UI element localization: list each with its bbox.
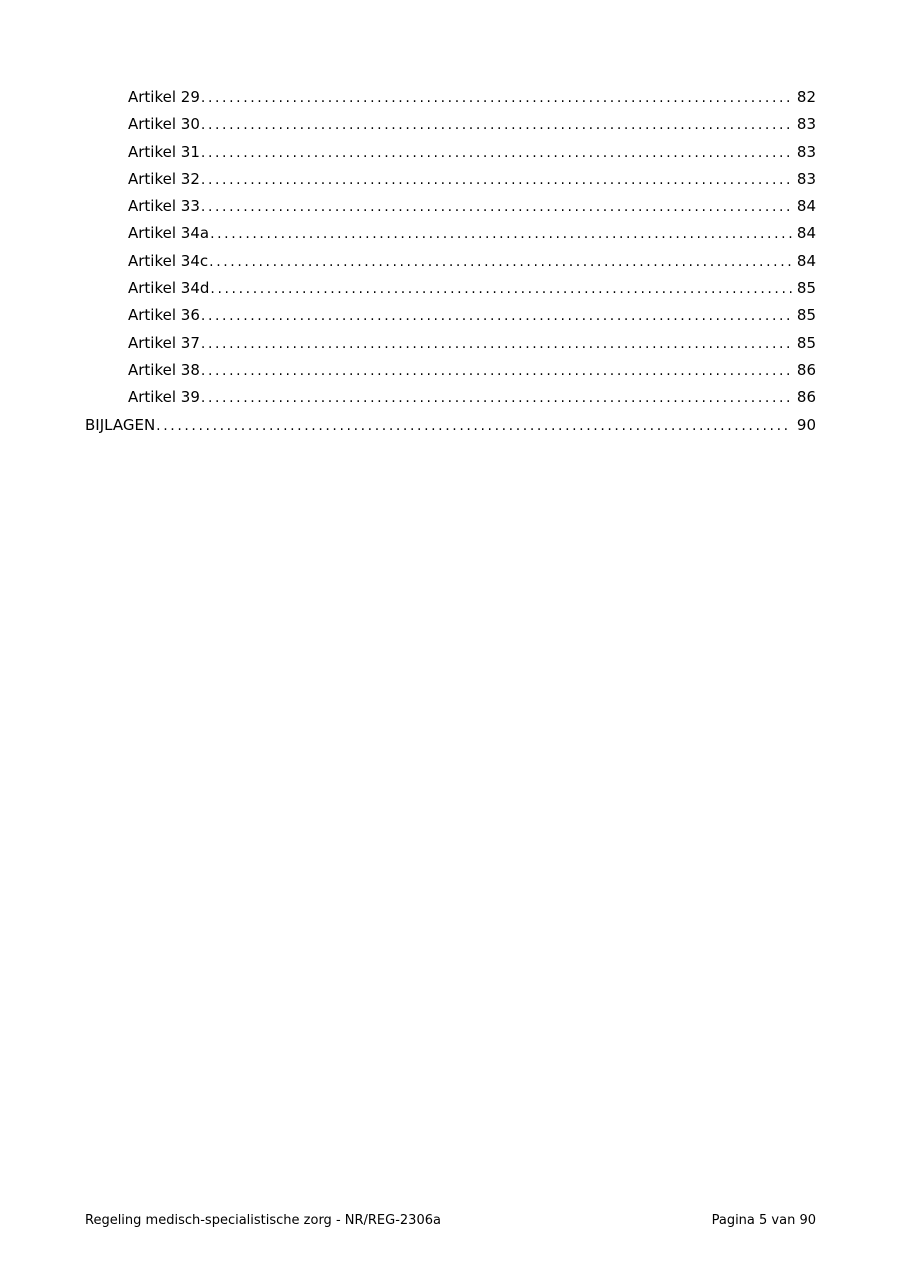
toc-entry-artikel-33[interactable] [85, 193, 816, 220]
toc-dot-leader [201, 112, 792, 138]
toc-entry-artikel-29[interactable] [85, 84, 816, 111]
toc-entry-label: Artikel 34a [128, 224, 210, 243]
toc-entry-label: Artikel 32 [128, 169, 200, 188]
footer-page-indicator: Pagina 5 van 90 [711, 1213, 816, 1228]
toc-entry-page-number: 84 [796, 251, 816, 270]
footer-document-title: Regeling medisch-specialistische zorg - NR/REG-2306a [85, 1213, 441, 1228]
toc-entry-label: Artikel 36 [128, 306, 200, 325]
toc-entry-page-number: 85 [796, 279, 816, 298]
toc-entry-label: Artikel 31 [128, 142, 200, 161]
toc-entry-label: Artikel 37 [128, 333, 200, 352]
toc-entry-page-number: 85 [796, 306, 816, 325]
toc-entry-artikel-34d[interactable] [85, 275, 816, 302]
toc-dot-leader [201, 85, 792, 111]
toc-entry-artikel-34a[interactable] [85, 220, 816, 247]
toc-entry-page-number: 82 [796, 88, 816, 106]
toc-entry-artikel-38[interactable] [85, 357, 816, 384]
toc-entry-artikel-37[interactable] [85, 330, 816, 357]
toc-entry-artikel-31[interactable] [85, 139, 816, 166]
toc-entry-bijlagen[interactable] [85, 412, 816, 439]
toc-entry-page-number: 83 [796, 142, 816, 161]
toc-dot-leader [210, 221, 792, 247]
toc-entry-label: Artikel 34d [128, 279, 210, 298]
toc-dot-leader [201, 140, 792, 166]
toc-dot-leader [201, 167, 792, 193]
toc-entry-page-number: 84 [796, 197, 816, 216]
toc-entry-page-number: 86 [796, 388, 816, 407]
toc-entry-artikel-39[interactable] [85, 384, 816, 411]
toc-entry-artikel-30[interactable] [85, 111, 816, 138]
page-footer [85, 1212, 816, 1230]
toc-entry-artikel-34c[interactable] [85, 248, 816, 275]
toc-dot-leader [201, 194, 792, 220]
toc-dot-leader [209, 249, 792, 275]
toc-entry-page-number: 86 [796, 360, 816, 379]
toc-entry-page-number: 84 [796, 224, 816, 243]
toc-entry-label: Artikel 38 [128, 360, 200, 379]
toc-entry-label: Artikel 30 [128, 115, 200, 134]
toc-dot-leader [201, 303, 792, 329]
toc-entry-page-number: 83 [796, 115, 816, 134]
toc-dot-leader [201, 385, 792, 411]
toc-entry-page-number: 90 [796, 415, 816, 434]
toc-dot-leader [201, 358, 792, 384]
toc-dot-leader [156, 413, 792, 439]
toc-dot-leader [210, 276, 792, 302]
toc-entry-label: Artikel 39 [128, 388, 200, 407]
toc-entry-page-number: 85 [796, 333, 816, 352]
toc-entry-artikel-32[interactable] [85, 166, 816, 193]
toc-dot-leader [201, 331, 792, 357]
toc-entry-artikel-36[interactable] [85, 302, 816, 329]
toc-entry-label: Artikel 33 [128, 197, 200, 216]
toc-entry-label: Artikel 34c [128, 251, 209, 270]
table-of-contents [85, 84, 816, 439]
toc-entry-page-number: 83 [796, 169, 816, 188]
toc-entry-label: BIJLAGEN [85, 415, 156, 434]
toc-entry-label: Artikel 29 [128, 88, 200, 106]
